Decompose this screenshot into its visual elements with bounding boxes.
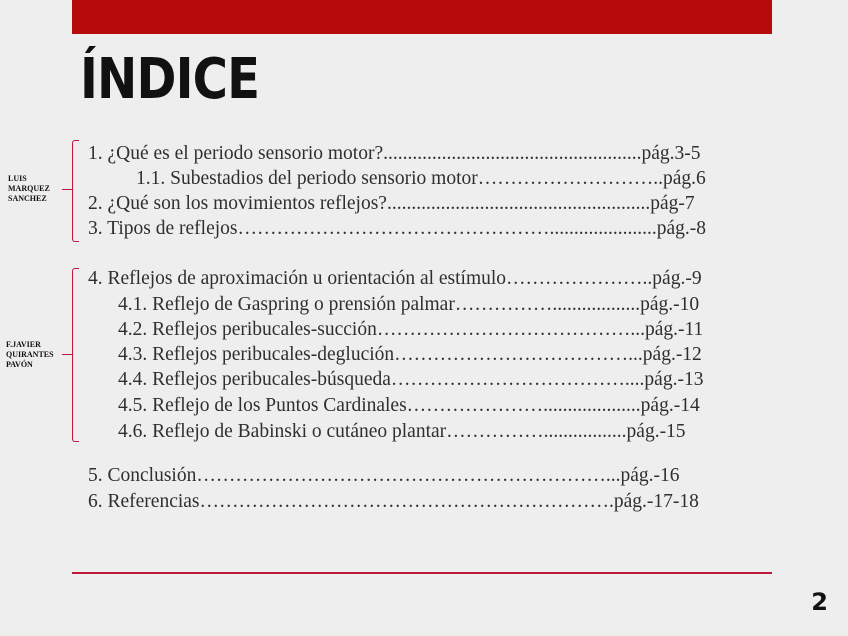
toc-entry: 2. ¿Qué son los movimientos reflejos?......................................................pág-7 (88, 193, 695, 214)
bracket-tick-1 (62, 189, 72, 190)
toc-entry: 1. ¿Qué es el periodo sensorio motor?.....................................................pág.3-5 (88, 143, 701, 164)
author-line: LUIS (8, 174, 27, 183)
bottom-divider (72, 572, 772, 574)
toc-entry: 4.5. Reflejo de los Puntos Cardinales…………………....................pág.-14 (118, 395, 700, 416)
toc-entry: 4.6. Reflejo de Babinski o cutáneo plantar…………….................pág.-15 (118, 421, 686, 442)
top-accent-bar (72, 0, 772, 34)
toc-entry: 3. Tipos de reflejos…………………………………………......................pág.-8 (88, 218, 707, 239)
toc-entry: 5. Conclusión………………………………………………………...pág.-16 (88, 465, 680, 486)
toc-entry: 6. Referencias……………………………………………………….pág.-17-18 (88, 491, 699, 512)
group-bracket-1 (72, 140, 79, 242)
author-line: F.JAVIER (6, 340, 41, 349)
page-title: ÍNDICE (80, 47, 260, 112)
slide-number: 2 (811, 588, 828, 616)
toc-entry: 4.4. Reflejos peribucales-búsqueda………………………………....pág.-13 (118, 369, 704, 390)
toc-entry: 4.1. Reflejo de Gaspring o prensión palmar……………..................pág.-10 (118, 294, 700, 315)
bracket-tick-2 (62, 354, 72, 355)
toc-entry: 1.1. Subestadios del periodo sensorio motor………………………..pág.6 (136, 168, 706, 189)
toc-entry: 4. Reflejos de aproximación u orientación al estímulo…………………..pág.-9 (88, 268, 702, 289)
toc-entry: 4.3. Reflejos peribucales-deglución………………………………...pág.-12 (118, 344, 702, 365)
author-line: PAVÓN (6, 360, 33, 369)
author-line: MARQUEZ (8, 184, 50, 193)
group-bracket-2 (72, 268, 79, 442)
author-label-2 (6, 340, 54, 370)
toc-entry: 4.2. Reflejos peribucales-succión…………………………………...pág.-11 (118, 319, 704, 340)
author-line: SANCHEZ (8, 194, 47, 203)
author-line: QUIRANTES (6, 350, 54, 359)
author-label-1 (8, 174, 50, 204)
